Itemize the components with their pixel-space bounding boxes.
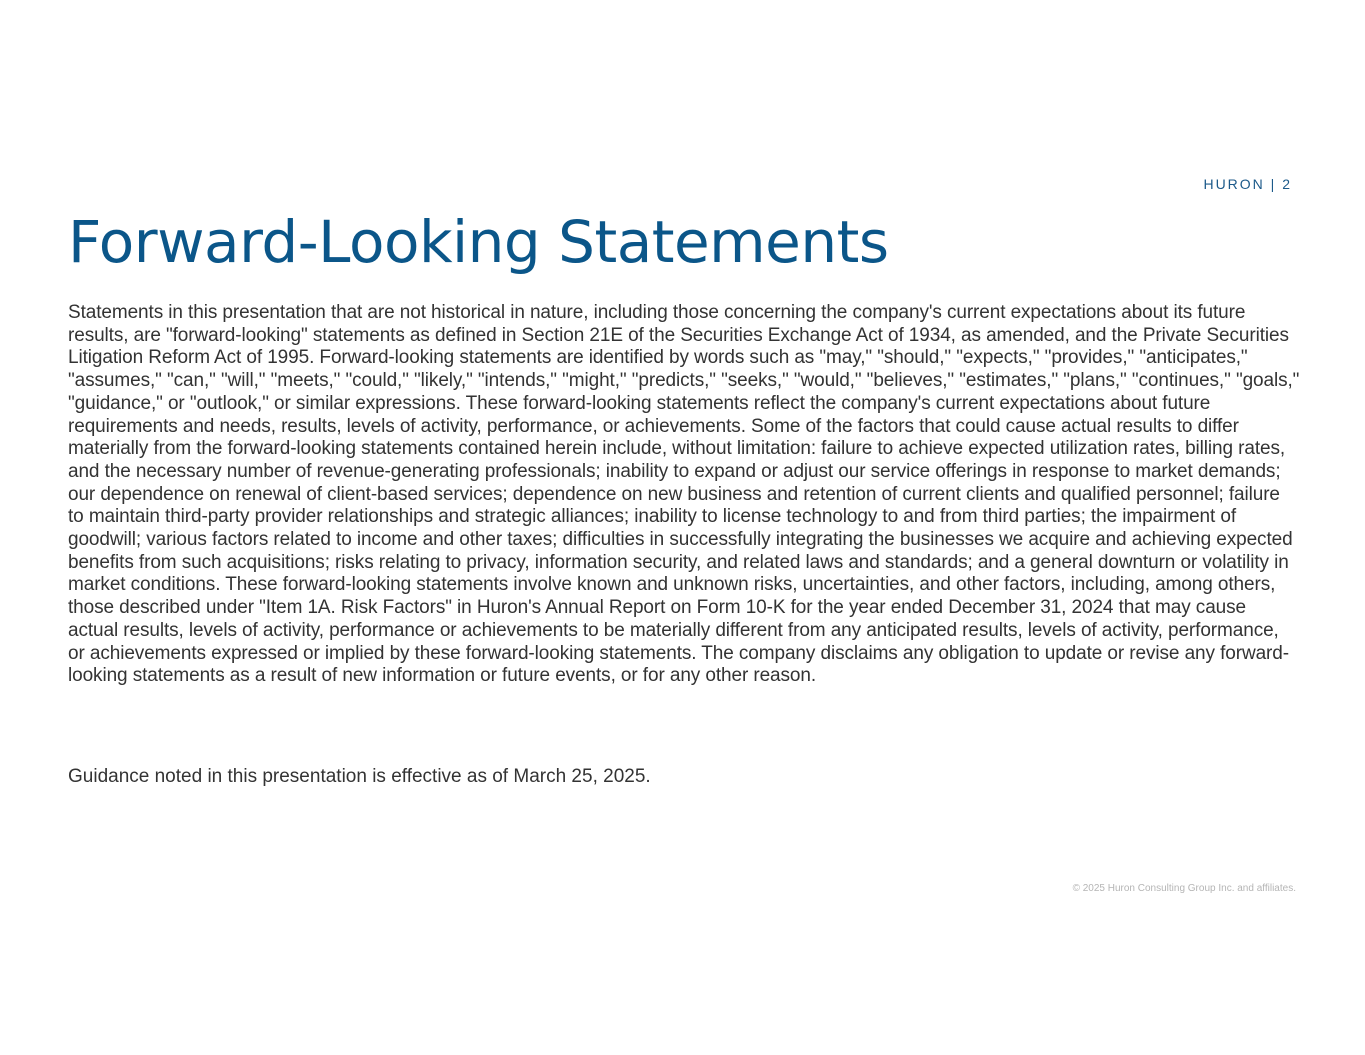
page-title: Forward-Looking Statements: [68, 208, 889, 276]
guidance-note: Guidance noted in this presentation is effective as of March 25, 2025.: [68, 766, 651, 787]
copyright-notice: © 2025 Huron Consulting Group Inc. and affiliates.: [1072, 883, 1296, 894]
page-number-header: HURON | 2: [1203, 176, 1292, 192]
forward-looking-paragraph: Statements in this presentation that are not historical in nature, including those concerning the company's current expectations about its future results, are "forward-looking" statements as defined in Section 21E of the Securities Exchange Act of 1934, as amended, and the Private Securities Litigation Reform Act of 1995. Forward-looking statements are identified by words such as "may," "should," "expects," "provides," "anticipates," "assumes," "can," "will," "meets," "could," "likely," "intends," "might," "predicts," "seeks," "would," "believes," "estimates," "plans," "continues," "goals," "guidance," or "outlook," or similar expressions. These forward-looking statements reflect the company's current expectations about future requirements and needs, results, levels of activity, performance, or achievements. Some of the factors that could cause actual results to differ materially from the forward-looking statements contained herein include, without limitation: failure to achieve expected utilization rates, billing rates, and the necessary number of revenue-generating professionals; inability to expand or adjust our service offerings in response to market demands; our dependence on renewal of client-based services; dependence on new business and retention of current clients and qualified personnel; failure to maintain third-party provider relationships and strategic alliances; inability to license technology to and from third parties; the impairment of goodwill; various factors related to income and other taxes; difficulties in successfully integrating the businesses we acquire and achieving expected benefits from such acquisitions; risks relating to privacy, information security, and related laws and standards; and a general downturn or volatility in market conditions. These forward-looking statements involve known and unknown risks, uncertainties, and other factors, including, among others, those described under "Item 1A. Risk Factors" in Huron's Annual Report on Form 10-K for the year ended December 31, 2024 that may cause actual results, levels of activity, performance or achievements to be materially different from any anticipated results, levels of activity, performance, or achievements expressed or implied by these forward-looking statements. The company disclaims any obligation to update or revise any forward-looking statements as a result of new information or future events, or for any other reason.: [68, 302, 1300, 687]
